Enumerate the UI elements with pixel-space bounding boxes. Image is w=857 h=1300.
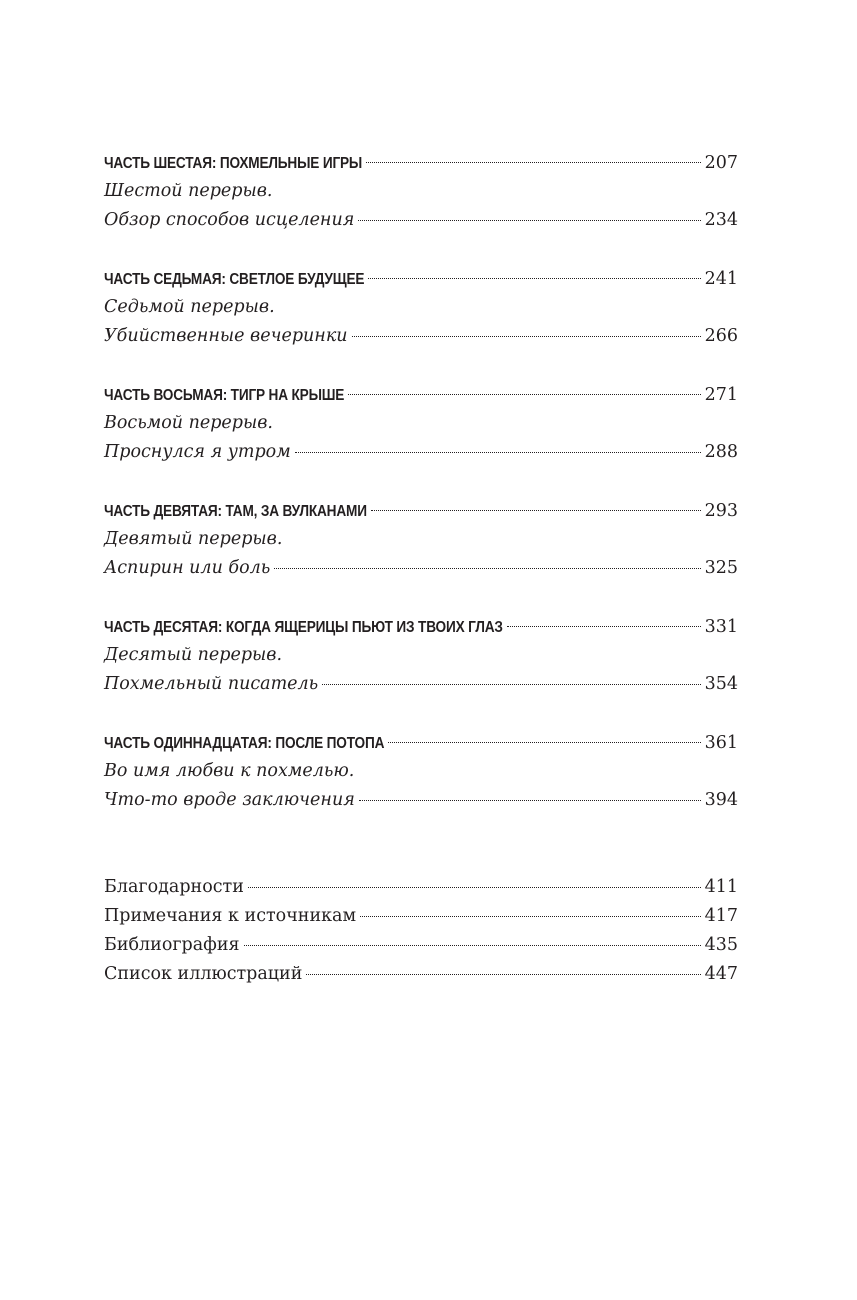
toc-subentry[interactable] (104, 670, 738, 699)
page-number: 293 (704, 501, 738, 521)
leader-dots (359, 800, 701, 801)
toc-section (104, 380, 738, 467)
toc-section (104, 148, 738, 235)
back-matter (104, 873, 738, 989)
toc-subentry-line (104, 409, 738, 438)
entry-label: Примечания к источникам (104, 906, 357, 926)
leader-dots (306, 974, 700, 975)
page-number: 361 (704, 733, 738, 753)
toc-subentry[interactable] (104, 554, 738, 583)
leader-dots (388, 742, 700, 743)
part-title: ЧАСТЬ ШЕСТАЯ: ПОХМЕЛЬНЫЕ ИГРЫ (104, 155, 363, 172)
toc-subentry[interactable] (104, 786, 738, 815)
toc-entry-bibliography[interactable] (104, 931, 738, 960)
page-number: 325 (704, 558, 738, 578)
toc-subentry-line (104, 293, 738, 322)
leader-dots (248, 887, 701, 888)
leader-dots (360, 916, 701, 917)
leader-dots (507, 626, 701, 627)
toc-entry-notes[interactable] (104, 902, 738, 931)
leader-dots (295, 452, 701, 453)
interlude-title: Девятый перерыв. (104, 529, 283, 549)
toc-part-entry[interactable] (104, 496, 738, 525)
toc-entry-illustrations[interactable] (104, 960, 738, 989)
entry-label: Библиография (104, 935, 240, 955)
part-title: ЧАСТЬ СЕДЬМАЯ: СВЕТЛОЕ БУДУЩЕЕ (104, 271, 365, 288)
interlude-subtitle: Похмельный писатель (104, 674, 319, 694)
page-number: 331 (704, 617, 738, 637)
toc-section (104, 264, 738, 351)
page-number: 266 (704, 326, 738, 346)
interlude-subtitle: Что-то вроде заключения (104, 790, 355, 810)
page-number: 447 (704, 964, 738, 984)
interlude-title: Восьмой перерыв. (104, 413, 273, 433)
toc-part-entry[interactable] (104, 264, 738, 293)
part-title: ЧАСТЬ ВОСЬМАЯ: ТИГР НА КРЫШЕ (104, 387, 345, 404)
toc-subentry[interactable] (104, 438, 738, 467)
leader-dots (274, 568, 700, 569)
entry-label: Благодарности (104, 877, 244, 897)
leader-dots (371, 510, 701, 511)
page-number: 288 (704, 442, 738, 462)
toc-part-entry[interactable] (104, 380, 738, 409)
interlude-title: Десятый перерыв. (104, 645, 283, 665)
page-number: 417 (704, 906, 738, 926)
toc-subentry[interactable] (104, 322, 738, 351)
toc-subentry-line (104, 525, 738, 554)
interlude-title: Во имя любви к похмелью. (104, 761, 355, 781)
interlude-subtitle: Проснулся я утром (104, 442, 291, 462)
page-number: 435 (704, 935, 738, 955)
toc-subentry-line (104, 757, 738, 786)
toc-subentry-line (104, 641, 738, 670)
leader-dots (244, 945, 701, 946)
part-title: ЧАСТЬ ДЕВЯТАЯ: ТАМ, ЗА ВУЛКАНАМИ (104, 503, 367, 520)
toc-subentry-line (104, 177, 738, 206)
interlude-subtitle: Обзор способов исцеления (104, 210, 355, 230)
toc-entry-acknowledgements[interactable] (104, 873, 738, 902)
page-number: 394 (704, 790, 738, 810)
toc-section (104, 728, 738, 815)
page-number: 207 (704, 153, 738, 173)
page-number: 271 (704, 385, 738, 405)
toc-section (104, 612, 738, 699)
leader-dots (322, 684, 700, 685)
toc-part-entry[interactable] (104, 148, 738, 177)
part-title: ЧАСТЬ ДЕСЯТАЯ: КОГДА ЯЩЕРИЦЫ ПЬЮТ ИЗ ТВОИХ ГЛАЗ (104, 619, 503, 636)
page-number: 411 (704, 877, 738, 897)
leader-dots (366, 162, 700, 163)
interlude-subtitle: Аспирин или боль (104, 558, 271, 578)
toc-subentry[interactable] (104, 206, 738, 235)
leader-dots (348, 394, 700, 395)
page-number: 354 (704, 674, 738, 694)
interlude-title: Седьмой перерыв. (104, 297, 275, 317)
toc-part-entry[interactable] (104, 728, 738, 757)
part-title: ЧАСТЬ ОДИННАДЦАТАЯ: ПОСЛЕ ПОТОПА (104, 735, 385, 752)
leader-dots (358, 220, 700, 221)
leader-dots (368, 278, 700, 279)
interlude-title: Шестой перерыв. (104, 181, 273, 201)
page-number: 241 (704, 269, 738, 289)
page-number: 234 (704, 210, 738, 230)
entry-label: Список иллюстраций (104, 964, 303, 984)
toc-section (104, 496, 738, 583)
table-of-contents (104, 148, 738, 989)
interlude-subtitle: Убийственные вечеринки (104, 326, 348, 346)
toc-part-entry[interactable] (104, 612, 738, 641)
leader-dots (352, 336, 701, 337)
